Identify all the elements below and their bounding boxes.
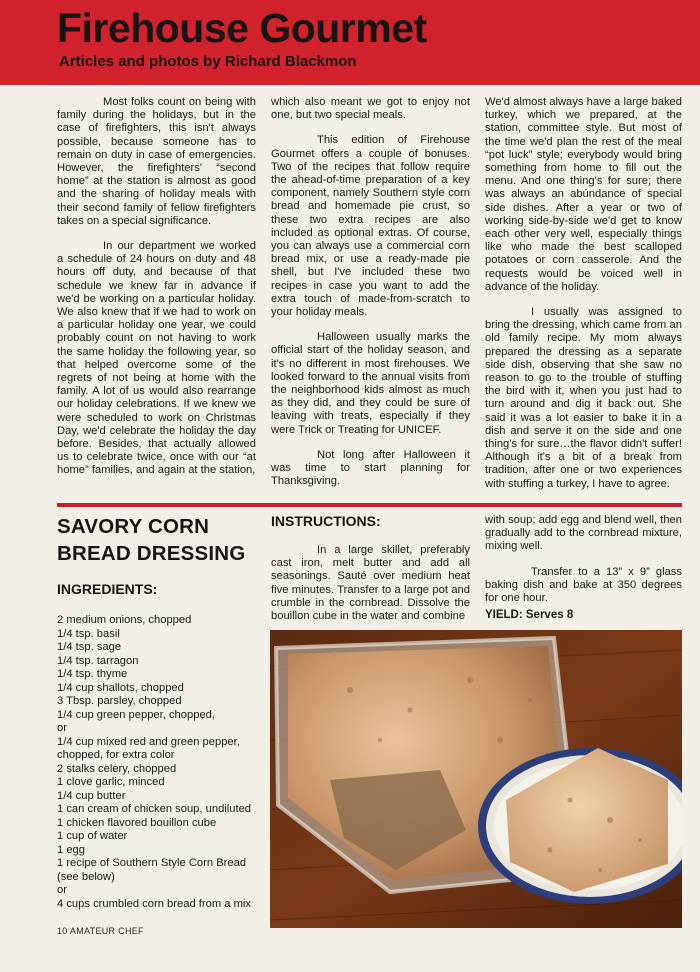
recipe-title — [57, 513, 267, 567]
dressing-photo — [270, 630, 682, 928]
instructions-text — [271, 544, 470, 623]
ingredient-item: 2 medium onions, chopped — [57, 614, 192, 626]
ingredient-item: 1/4 tsp. basil — [57, 627, 120, 640]
ingredients-heading: INGREDIENTS: — [57, 581, 158, 597]
article-column-2 — [271, 96, 470, 500]
page-title: Firehouse Gourmet — [57, 5, 427, 51]
ingredient-item: 1/4 tsp. tarragon — [57, 654, 139, 667]
header-banner — [0, 0, 700, 85]
ingredient-item: 1 can cream of chicken soup, undiluted — [57, 803, 252, 815]
ingredient-item: 1/4 cup shallots, chopped — [57, 681, 184, 694]
ingredient-item: 1/4 cup mixed red and green pepper, chopped, for extra color — [57, 735, 240, 761]
ingredient-item: 1 recipe of Southern Style Corn Bread (see below) — [57, 857, 247, 883]
ingredient-item: 1/4 cup butter — [57, 789, 126, 802]
instructions-paragraph: Transfer to a 13” x 9” glass baking dish and bake at 350 degrees for one hour. — [485, 565, 682, 605]
section-divider — [57, 503, 682, 507]
article-paragraph: Not long after Halloween it was time to start planning for Thanksgiving. — [271, 448, 470, 488]
ingredient-item: 1 cup of water — [57, 830, 128, 842]
instructions-paragraph: with soup; add egg and blend well, then gradually add to the cornbread mixture, mixing well. — [485, 514, 682, 553]
ingredients-list — [57, 614, 267, 911]
article-paragraph: which also meant we got to enjoy not one, but two special meals. — [271, 96, 470, 122]
ingredient-item: 1 egg — [57, 843, 85, 856]
ingredient-item: 4 cups crumbled corn bread from a mix — [57, 897, 251, 910]
instructions-paragraph: In a large skillet, preferably cast iron, melt butter and add all seasonings. Sauté over medium heat five minutes. Transfer to a large pot and crumble in the cornbread. Dissolve the bouillon cube in the water and combine — [271, 544, 470, 623]
ingredient-item: or — [57, 884, 67, 896]
ingredient-item: 1/4 tsp. sage — [57, 641, 122, 653]
article-paragraph: In our department we worked a schedule of 24 hours on duty and 48 hours off duty, and because of that schedule we knew far in advance if we'd be working on a particular holiday. We also knew that if we had to work on a particular holiday one year, we could probably count on not having to work the same holiday the following year, so that helped overcome some of the regrets of not being at home with the family. A lot of us would also rearrange our holiday celebrations. If we knew we were scheduled to work on Christmas Day, we'd celebrate the holiday the day before. Besides, that actually allowed us to celebrate twice, once with our “at home” families, and again at the station, — [57, 240, 256, 477]
article-paragraph: This edition of Firehouse Gourmet offers a couple of bonuses. Two of the recipes that follow require the ahead-of-time preparation of a key component, namely Southern style corn bread and homemade pie crust, so these two extra recipes are also included as optional extras. Of course, you can always use a commercial corn bread mix, or use a ready-made pie shell, but I've included these two recipes in case you want to add the extra touch of made-from-scratch to your holiday meals. — [271, 134, 470, 319]
ingredient-item: 1/4 tsp. thyme — [57, 668, 128, 680]
ingredient-item: or — [57, 722, 67, 734]
recipe-title-line: BREAD DRESSING — [57, 542, 246, 565]
instructions-continued — [485, 514, 682, 617]
recipe-title-line: SAVORY CORN — [57, 515, 210, 538]
article-column-3 — [485, 96, 682, 503]
byline: Articles and photos by Richard Blackmon — [59, 53, 357, 70]
article-paragraph: I usually was assigned to bring the dressing, which came from an old family recipe. My mom always prepared the dressing as a separate side dish, observing that she saw no reason to go to the trouble of stuffing the bird with it, when you just had to turn around and dig it back out. She said it was a lot easier to bake it in a dish and serve it on the side and one thing's for sure…the flavor didn't suffer! Although it's a bit of a break from tradition, after one or two experiences with stuffing a turkey, I have to agree. — [485, 306, 682, 490]
recipe-yield: YIELD: Serves 8 — [485, 609, 574, 621]
ingredient-item: 1 clove garlic, minced — [57, 776, 165, 788]
article-paragraph: We'd almost always have a large baked turkey, which we prepared, at the station, committee style. But most of the time we'd plan the rest of the meal “pot luck” style; everybody would bring something from home to fill out the menu. And one thing's for sure; there was always an abúndance of special side dishes. After a year or two of working side-by-side we'd get to know each other very well, especially things like who made the best scalloped potatoes or corn casserole. And the requests would be voiced well in advance of the holiday. — [485, 96, 682, 293]
dressing-photo-illustration — [270, 630, 682, 928]
ingredient-item: 3 Tbsp. parsley, chopped — [57, 695, 182, 707]
article-paragraph: Halloween usually marks the official start of the holiday season, and it's no different in most firehouses. We looked forward to the annual visits from the neighborhood kids almost as much as they did, and they could be sure of leaving with treats, especially if they were Trick or Treating for UNICEF. — [271, 331, 470, 436]
ingredient-item: 1/4 cup green pepper, chopped, — [57, 708, 215, 721]
article-column-1 — [57, 96, 256, 490]
article-paragraph: Most folks count on being with family during the holidays, but in the case of firefighters, this isn't always possible, because someone has to remain on duty in case of emergencies. However, the firefighters' “second home” at the station is almost as good and the sharing of holiday meals with their second family of fellow firefighters takes on a special significance. — [57, 96, 256, 227]
ingredient-item: 2 stalks celery, chopped — [57, 762, 177, 775]
page-footer: 10 AMATEUR CHEF — [57, 926, 144, 936]
ingredient-item: 1 chicken flavored bouillon cube — [57, 816, 217, 829]
instructions-heading: INSTRUCTIONS: — [271, 513, 381, 529]
